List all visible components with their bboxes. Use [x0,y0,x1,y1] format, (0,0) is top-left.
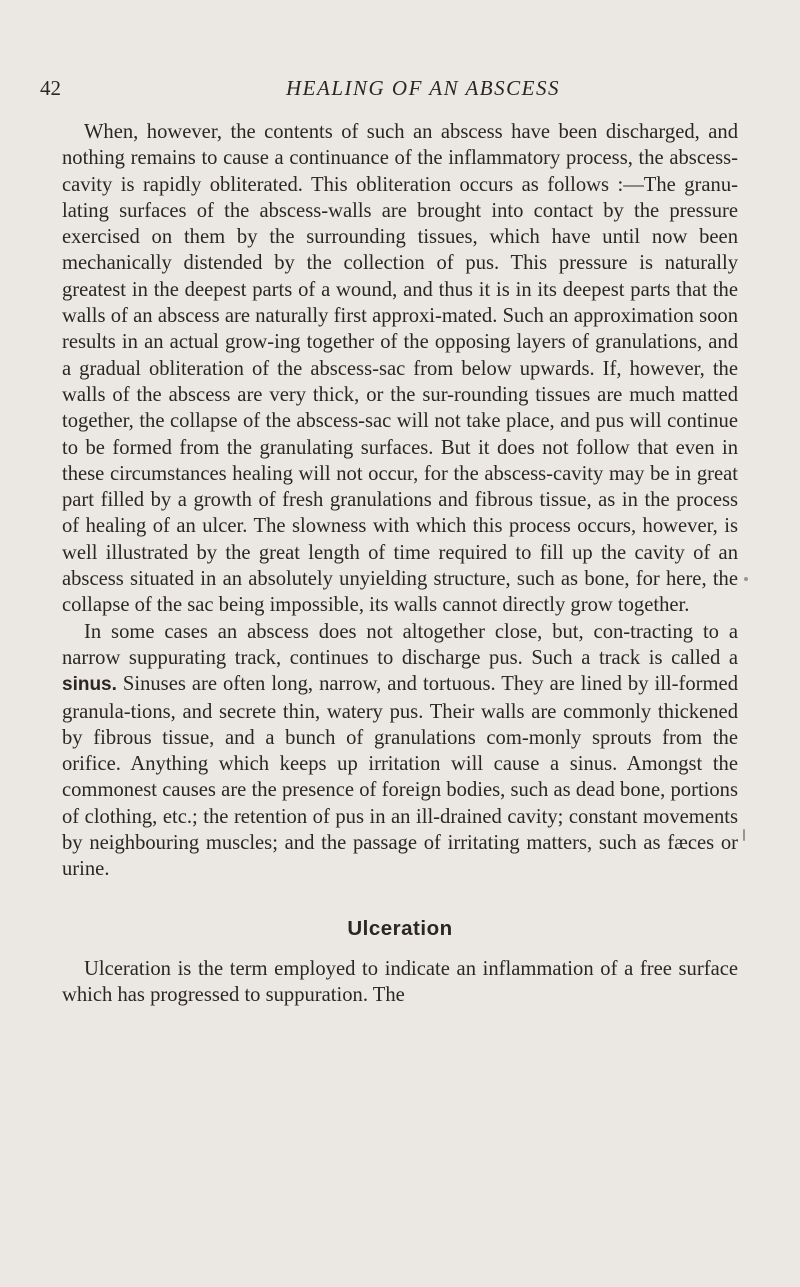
page-header [40,76,740,106]
paragraph-sinus [62,619,738,883]
paragraph-abscess-obliteration: When, however, the contents of such an abscess have been discharged, and nothing remains to cause a continuance of the inflammatory process, the abscess-cavity is rapidly obliterated. This obliteration occurs as follows :—The granu-lating surfaces of the abscess-walls are brought into contact by the pressure exercised on them by the surrounding tissues, which have until now been mechanically distended by the collection of pus. This pressure is naturally greatest in the deepest parts of a wound, and thus it is in its deepest parts that the walls of an abscess are naturally first approxi-mated. Such an approximation soon results in an actual grow-ing together of the opposing layers of granulations, and a gradual obliteration of the abscess-sac from below upwards. If, however, the walls of the abscess are very thick, or the sur-rounding tissues are much matted together, the collapse of the abscess-sac will not take place, and pus will continue to be formed from the granulating surfaces. But it does not follow that even in these circumstances healing will not occur, for the abscess-cavity may be in great part filled by a growth of fresh granulations and fibrous tissue, as in the process of healing of an ulcer. The slowness with which this process occurs, however, is well illustrated by the great length of time required to fill up the cavity of an abscess situated in an absolutely unyielding structure, such as bone, for here, the collapse of the sac being impossible, its walls cannot directly grow together. [62,121,738,617]
running-head: HEALING OF AN ABSCESS [286,76,560,100]
paragraph-sinus-rest: Sinuses are often long, narrow, and tortuous. They are lined by ill-formed granula-tions, and secrete thin, watery pus. Their walls are commonly thickened by fibrous tissue, and a bunch of granulations com-monly sprouts from the orifice. Anything which keeps up irritation will cause a sinus. Amongst the commonest causes are the presence of foreign bodies, such as dead bone, portions of clothing, etc.; the retention of pus in an ill-drained cavity; constant movements by neighbouring muscles; and the passage of irritating matters, such as fæces or urine. [62,673,738,881]
ink-speck [743,829,745,841]
section-heading-ulceration: Ulceration [347,916,453,940]
page-number: 42 [40,76,61,100]
paragraph-sinus-intro: In some cases an abscess does not altogether close, but, con-tracting to a narrow suppurating track, continues to discharge pus. Such a track is called a [62,620,738,669]
term-sinus: sinus. [62,674,117,696]
body-text [62,119,738,1009]
paragraph-ulceration: Ulceration is the term employed to indicate an inflammation of a free surface which has progressed to suppuration. The [62,957,738,1007]
ink-speck [744,577,748,581]
